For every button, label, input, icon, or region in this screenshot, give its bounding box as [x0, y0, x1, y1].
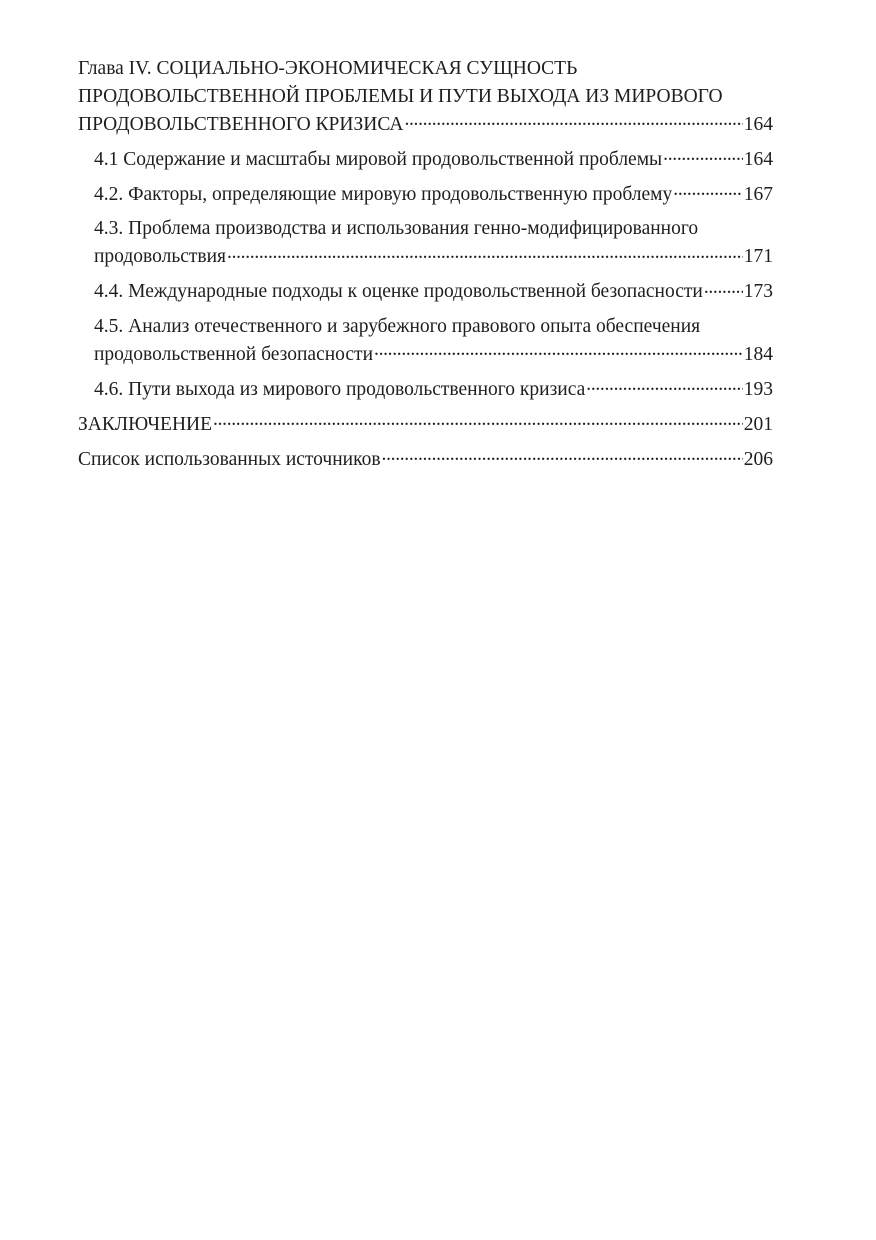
- dot-leader: [227, 243, 743, 263]
- toc-entry-section-4-6[interactable]: [78, 375, 773, 403]
- page-number: 184: [743, 343, 773, 365]
- page-number: 167: [743, 183, 773, 205]
- toc-entry-references[interactable]: [78, 445, 773, 473]
- toc-entry-text: 4.2. Факторы, определяющие мировую продовольственную проблему: [94, 183, 673, 205]
- dot-leader: [663, 145, 743, 165]
- page-number: 171: [743, 246, 773, 267]
- toc-entry-text: Глава IV. СОЦИАЛЬНО-ЭКОНОМИЧЕСКАЯ СУЩНОСТЬ: [78, 58, 578, 79]
- dot-leader: [382, 445, 743, 465]
- toc-entry-text: ПРОДОВОЛЬСТВЕННОГО КРИЗИСА: [78, 113, 404, 135]
- toc-entry-section-4-4[interactable]: [78, 278, 773, 306]
- page-number: 201: [743, 413, 773, 435]
- toc-entry-text: ПРОДОВОЛЬСТВЕННОЙ ПРОБЛЕМЫ И ПУТИ ВЫХОДА ИЗ МИРОВОГО: [78, 85, 723, 107]
- toc-entry-text: продовольственной безопасности: [94, 343, 374, 365]
- page-number: 164: [743, 148, 773, 170]
- table-of-contents: [78, 55, 773, 473]
- dot-leader: [213, 410, 743, 430]
- toc-entry-text: 4.1 Содержание и масштабы мировой продовольственной проблемы: [94, 148, 663, 170]
- toc-entry-text: 4.3. Проблема производства и использования генно-модифицированного: [94, 218, 699, 239]
- toc-entry-section-4-2[interactable]: [78, 180, 773, 208]
- page-number: 193: [743, 378, 773, 400]
- toc-entry-conclusion[interactable]: [78, 410, 773, 438]
- toc-entry-text: 4.5. Анализ отечественного и зарубежного правового опыта обеспечения: [94, 315, 701, 337]
- page-number: 206: [743, 448, 773, 470]
- toc-entry-text: ЗАКЛЮЧЕНИЕ: [78, 413, 213, 435]
- dot-leader: [704, 278, 743, 298]
- toc-entry-text: продовольствия: [94, 246, 227, 267]
- dot-leader: [404, 110, 742, 130]
- toc-entry-section-4-1[interactable]: [78, 145, 773, 173]
- toc-entry-text: 4.6. Пути выхода из мирового продовольственного кризиса: [94, 378, 586, 400]
- dot-leader: [374, 340, 743, 360]
- dot-leader: [586, 375, 742, 395]
- toc-entry-text: Список использованных источников: [78, 448, 381, 470]
- page-number: 164: [743, 113, 773, 135]
- toc-entry-section-4-3[interactable]: [78, 215, 773, 271]
- page-number: 173: [743, 281, 773, 302]
- toc-entry-section-4-5[interactable]: [78, 313, 773, 369]
- toc-entry-chapter-4[interactable]: [78, 55, 773, 138]
- dot-leader: [673, 180, 742, 200]
- toc-entry-text: 4.4. Международные подходы к оценке продовольственной безопасности: [94, 281, 703, 302]
